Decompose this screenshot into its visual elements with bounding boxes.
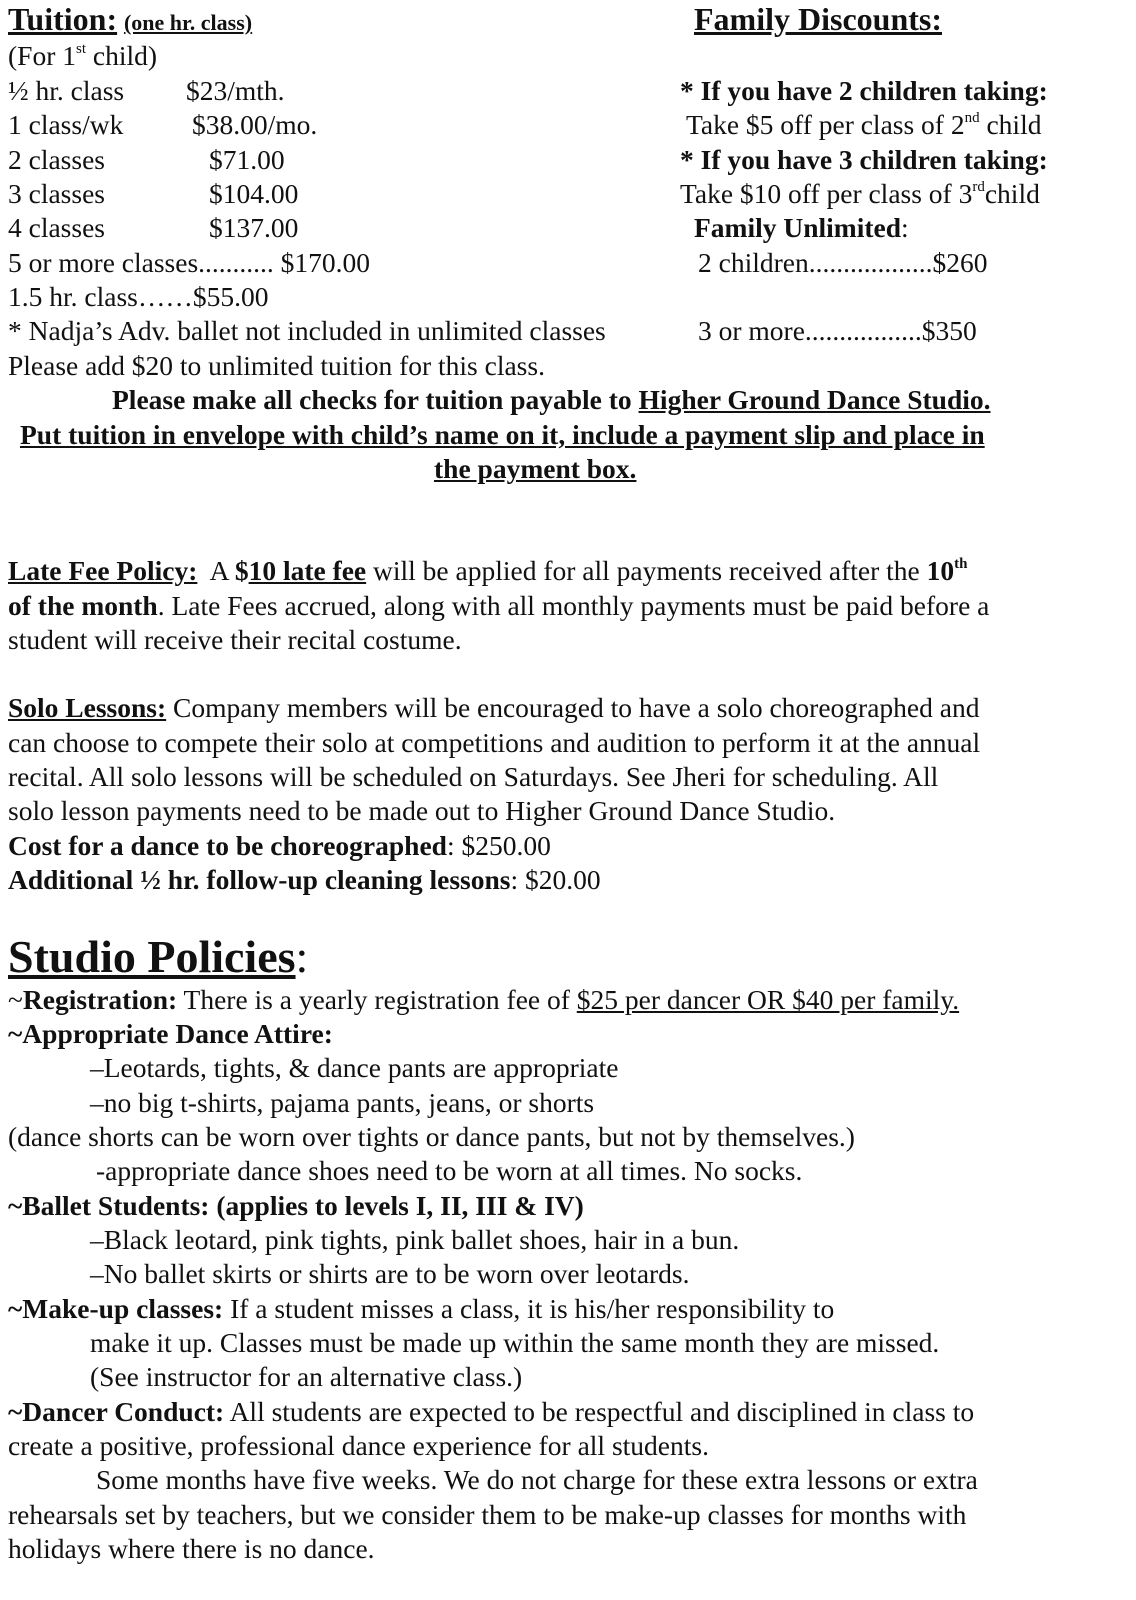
conduct-policy: ~Dancer Conduct: All students are expected to be respectful and disciplined in class to [8, 1396, 975, 1427]
tuition-first-child: (For 1st child) [8, 40, 158, 71]
tuition-row-label: 1 class/wk [8, 109, 124, 140]
makeup-line-2: make it up. Classes must be made up within the same month they are missed. [90, 1327, 940, 1358]
registration-policy: ~Registration: There is a yearly registration fee of $25 per dancer OR $40 per family. [8, 984, 960, 1015]
unlimited-add-note: Please add $20 to unlimited tuition for this class. [8, 350, 545, 381]
solo-line-3: recital. All solo lessons will be scheduled on Saturdays. See Jheri for scheduling. All [8, 761, 939, 792]
family-unlimited-three: 3 or more.................$350 [698, 315, 977, 346]
solo-line-4: solo lesson payments need to be made out to Higher Ground Dance Studio. [8, 795, 836, 826]
solo-line-1: Solo Lessons: Company members will be encouraged to have a solo choreographed and [8, 692, 980, 723]
ballet-item: –Black leotard, pink tights, pink ballet shoes, hair in a bun. [90, 1224, 740, 1255]
tuition-row-price: $38.00/mo. [192, 109, 318, 140]
tuition-heading-line [8, 2, 252, 40]
checks-payable-line: Please make all checks for tuition payable to Higher Ground Dance Studio. [112, 384, 991, 415]
tuition-row-price: $137.00 [209, 212, 299, 243]
nadja-note: * Nadja’s Adv. ballet not included in unlimited classes [8, 315, 606, 346]
two-children-discount: Take $5 off per class of 2nd child [686, 109, 1042, 140]
family-unlimited-two: 2 children..................$260 [698, 247, 988, 278]
late-fee-line-3: student will receive their recital costume. [8, 624, 462, 655]
envelope-instruction: Put tuition in envelope with child’s name on it, include a payment slip and place in [20, 419, 985, 450]
tuition-row-price: $23/mth. [186, 75, 285, 106]
tuition-one-half-hour: 1.5 hr. class……$55.00 [8, 281, 269, 312]
five-weeks-line-2: rehearsals set by teachers, but we consider them to be make-up classes for months with [8, 1499, 967, 1530]
tuition-row-price: $104.00 [209, 178, 299, 209]
solo-label: Solo Lessons: [8, 692, 167, 723]
tuition-row-label: ½ hr. class [8, 75, 125, 106]
late-fee-line-1: Late Fee Policy: A $10 late fee will be applied for all payments received after the 10th [8, 555, 968, 586]
registration-fee: $25 per dancer OR $40 per family. [576, 984, 960, 1015]
attire-heading: ~Appropriate Dance Attire: [8, 1018, 333, 1049]
tuition-heading-note: (one hr. class) [123, 10, 253, 35]
three-children-heading: * If you have 3 children taking: [680, 144, 1048, 175]
tuition-five-or-more: 5 or more classes........... $170.00 [8, 247, 371, 278]
attire-item: -appropriate dance shoes need to be worn at all times. No socks. [96, 1155, 803, 1186]
tuition-row-label: 4 classes [8, 212, 105, 243]
studio-policies-title: Studio Policies: [8, 931, 309, 982]
studio-name: Higher Ground Dance Studio. [638, 384, 991, 415]
tuition-row-label: 2 classes [8, 144, 105, 175]
tuition-heading: Tuition: [8, 1, 118, 37]
five-weeks-line-3: holidays where there is no dance. [8, 1533, 375, 1564]
tuition-row-label: 3 classes [8, 178, 105, 209]
three-children-discount: Take $10 off per class of 3rdchild [680, 178, 1040, 209]
attire-item: –Leotards, tights, & dance pants are appropriate [90, 1052, 619, 1083]
attire-item: –no big t-shirts, pajama pants, jeans, or shorts [90, 1087, 595, 1118]
late-fee-label: Late Fee Policy: [8, 555, 198, 586]
conduct-line-2: create a positive, professional dance experience for all students. [8, 1430, 709, 1461]
makeup-policy: ~Make-up classes: If a student misses a class, it is his/her responsibility to [8, 1293, 835, 1324]
five-weeks-line-1: Some months have five weeks. We do not charge for these extra lessons or extra [96, 1464, 978, 1495]
family-unlimited-heading: Family Unlimited: [694, 212, 909, 243]
solo-line-2: can choose to compete their solo at competitions and audition to perform it at the annual [8, 727, 981, 758]
makeup-line-3: (See instructor for an alternative class.) [90, 1361, 523, 1392]
solo-additional-cost: Additional ½ hr. follow-up cleaning lessons: $20.00 [8, 864, 601, 895]
tuition-row-price: $71.00 [209, 144, 285, 175]
late-fee-line-2: of the month. Late Fees accrued, along with all monthly payments must be paid before a [8, 590, 990, 621]
solo-cost: Cost for a dance to be choreographed: $250.00 [8, 830, 551, 861]
ballet-item: –No ballet skirts or shirts are to be worn over leotards. [90, 1258, 690, 1289]
late-fee-amount: 10 late fee [248, 555, 367, 586]
attire-note: (dance shorts can be worn over tights or dance pants, but not by themselves.) [8, 1121, 855, 1152]
ballet-heading: ~Ballet Students: (applies to levels I, II, III & IV) [8, 1190, 584, 1221]
payment-box-instruction: the payment box. [434, 453, 637, 484]
family-discounts-heading: Family Discounts: [694, 1, 942, 37]
two-children-heading: * If you have 2 children taking: [680, 75, 1048, 106]
